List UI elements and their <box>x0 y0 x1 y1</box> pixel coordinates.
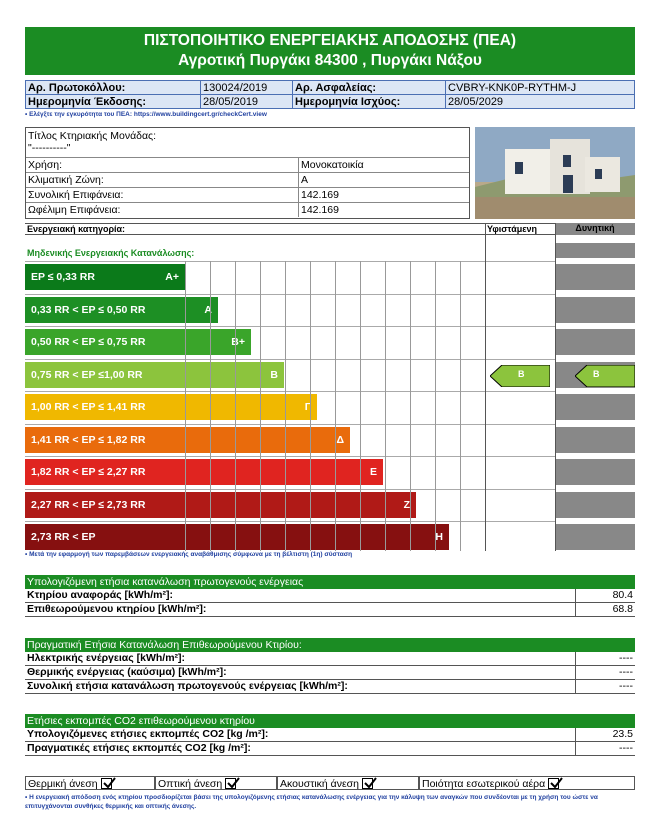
validity-date-value: 28/05/2029 <box>446 95 635 109</box>
potential-column-cell <box>555 524 635 550</box>
scale-grid-line <box>335 261 336 551</box>
useful-area-label: Ωφέλιμη Επιφάνεια: <box>28 204 121 216</box>
scale-grid-line <box>460 261 461 551</box>
energy-class-letter: Α <box>204 303 212 316</box>
thermal-comfort-label: Θερμική άνεση <box>28 778 98 790</box>
validity-date-label: Ημερομηνία Ισχύος: <box>293 95 446 109</box>
scale-row-border <box>25 521 555 553</box>
protocol-value: 130024/2019 <box>201 81 293 95</box>
scale-grid-line <box>310 261 311 551</box>
scale-row-border <box>25 294 555 326</box>
scale-grid-line <box>385 261 386 551</box>
certificate-header <box>25 27 635 75</box>
nzeb-label: Μηδενικής Ενεργειακής Κατανάλωσης: <box>27 248 195 258</box>
energy-class-letter: Ε <box>369 466 377 478</box>
scale-column-divider <box>485 223 486 551</box>
potential-column-cell <box>555 329 635 355</box>
security-value: CVBRY-KNK0P-RYTHM-J <box>446 81 635 95</box>
energy-scale <box>25 223 635 550</box>
footnote: • Η ενεργειακή απόδοση ενός κτηρίου προσδιορίζεται βάσει της υπολογιζόμενης ετήσιας κατανάλωσης ενέργειας για την κάλυψη των αναγκών που συνδέονται με τη χρήση του ώστε να επιτυγχάνονται συνθήκες θερμικής και οπτικής άνεσης. <box>25 794 598 810</box>
total-area-value: 142.169 <box>298 188 339 202</box>
issue-date-value: 28/05/2019 <box>201 95 293 109</box>
unit-title-value: "----------" <box>28 142 71 154</box>
inspected-building-label: Επιθεωρούμενου κτηρίου [kWh/m²]: <box>27 603 207 615</box>
thermal-comfort <box>25 776 155 790</box>
potential-column-cell <box>555 492 635 518</box>
visual-comfort <box>155 776 277 790</box>
energy-class-range: EP ≤ 0,33 RR <box>31 271 95 283</box>
co2-calculated-label: Υπολογιζόμενες ετήσιες εκπομπές CO2 [kg /m²]: <box>27 728 269 740</box>
energy-class-range: 1,82 RR < EP ≤ 2,27 RR <box>31 466 146 478</box>
potential-label: Δυνητική <box>555 223 635 235</box>
building-photo <box>475 127 635 219</box>
co2-calculated-value: 23.5 <box>575 728 635 741</box>
reference-building-label: Κτηρίου αναφοράς [kWh/m²]: <box>27 589 173 601</box>
scale-row-border <box>25 391 555 423</box>
energy-class-letter: Γ <box>304 401 311 413</box>
scale-row-border <box>25 359 555 391</box>
energy-class-range: 0,75 RR < EP ≤1,00 RR <box>31 368 143 381</box>
co2-real-value: ---- <box>575 742 635 755</box>
climate-zone-label: Κλιματική Ζώνη: <box>28 174 104 186</box>
scale-grid-line <box>285 261 286 551</box>
use-label: Χρήση: <box>28 159 63 171</box>
thermal-comfort-checkbox-icon <box>101 778 112 789</box>
actual-consumption-heading: Πραγματική Ετήσια Κατανάλωση Επιθεωρούμενου Κτιρίου: <box>25 638 635 652</box>
potential-column-cell <box>555 459 635 485</box>
scale-grid-line <box>185 261 186 551</box>
scale-row-border <box>25 424 555 456</box>
scale-grid-line <box>410 261 411 551</box>
scale-column-divider <box>555 223 556 551</box>
potential-column-cell <box>555 264 635 290</box>
energy-class-range: 0,33 RR < EP ≤ 0,50 RR <box>31 303 146 316</box>
unit-title-label: Τίτλος Κτηριακής Μονάδας: <box>28 130 157 142</box>
security-label: Αρ. Ασφαλείας: <box>293 81 446 95</box>
acoustic-comfort-label: Ακουστική άνεση <box>280 778 359 790</box>
energy-class-letter: Δ <box>336 433 344 446</box>
primary-energy-section <box>25 575 635 617</box>
energy-class-range: 0,50 RR < EP ≤ 0,75 RR <box>31 336 146 348</box>
energy-class-range: 2,27 RR < EP ≤ 2,73 RR <box>31 498 146 511</box>
useful-area-value: 142.169 <box>298 203 339 217</box>
category-label: Ενεργειακή κατηγορία: <box>27 224 126 234</box>
energy-class-range: 1,41 RR < EP ≤ 1,82 RR <box>31 433 146 446</box>
potential-class-value: Β <box>593 369 600 379</box>
scale-row-border <box>25 456 555 488</box>
inspected-building-value: 68.8 <box>575 603 635 616</box>
energy-class-letter: Β <box>270 368 278 381</box>
potential-class-marker <box>575 365 635 387</box>
scale-grid-line <box>260 261 261 551</box>
total-primary-label: Συνολική ετήσια κατανάλωση πρωτογενούς ενέργειας [kWh/m²]: <box>27 680 348 692</box>
scale-row-border <box>25 489 555 521</box>
issue-date-label: Ημερομηνία Έκδοσης: <box>26 95 201 109</box>
potential-column-cell <box>555 394 635 420</box>
existing-class-marker <box>490 365 550 387</box>
unit-details <box>25 127 470 219</box>
acoustic-comfort-checkbox-icon <box>362 778 373 789</box>
energy-class-letter: Β+ <box>231 336 245 348</box>
electric-energy-value: ---- <box>575 652 635 665</box>
energy-class-letter: Η <box>435 531 443 543</box>
validity-check-note: • Ελέγξτε την εγκυρότητα του ΠΕΑ: https://www.buildingcert.gr/checkCert.view <box>25 111 267 118</box>
air-quality-label: Ποιότητα εσωτερικού αέρα <box>422 778 546 790</box>
scale-grid-line <box>235 261 236 551</box>
scale-row-border <box>25 261 555 293</box>
scale-grid-line <box>210 261 211 551</box>
primary-energy-heading: Υπολογιζόμενη ετήσια κατανάλωση πρωτογενούς ενέργειας <box>25 575 635 589</box>
total-area-label: Συνολική Επιφάνεια: <box>28 189 124 201</box>
scale-grid-line <box>435 261 436 551</box>
visual-comfort-checkbox-icon <box>225 778 236 789</box>
thermal-energy-label: Θερμικής ενέργειας (καύσιμα) [kWh/m²]: <box>27 666 227 678</box>
use-value: Μονοκατοικία <box>298 158 364 172</box>
protocol-label: Αρ. Πρωτοκόλλου: <box>26 81 201 95</box>
energy-class-range: 2,73 RR < EP <box>31 531 96 543</box>
certificate-title: ΠΙΣΤΟΠΟΙΗΤΙΚΟ ΕΝΕΡΓΕΙΑΚΗΣ ΑΠΟΔΟΣΗΣ (ΠΕΑ) <box>143 32 517 49</box>
acoustic-comfort <box>277 776 419 790</box>
potential-column-header-cell <box>555 243 635 258</box>
climate-zone-value: Α <box>298 173 308 187</box>
co2-section <box>25 714 635 756</box>
energy-class-letter: Α+ <box>165 271 179 283</box>
existing-class-value: Β <box>518 369 525 379</box>
potential-column-cell <box>555 427 635 453</box>
air-quality <box>419 776 635 790</box>
co2-heading: Ετήσιες εκπομπές CO2 επιθεωρούμενου κτηρίου <box>25 714 635 728</box>
energy-class-letter: Ζ <box>403 498 410 511</box>
air-quality-checkbox-icon <box>548 778 559 789</box>
actual-consumption-section <box>25 638 635 694</box>
upgrade-note: • Μετά την εφαρμογή των παρεμβάσεων ενεργειακής αναβάθμισης σύμφωνα με τη βέλτιστη (1η) σύσταση <box>25 551 353 558</box>
co2-real-label: Πραγματικές ετήσιες εκπομπές CO2 [kg /m²]: <box>27 742 251 754</box>
electric-energy-label: Ηλεκτρικής ενέργειας [kWh/m²]: <box>27 652 186 664</box>
certificate-info-table <box>25 80 635 109</box>
existing-label: Υφιστάμενη <box>487 224 538 234</box>
scale-grid-line <box>360 261 361 551</box>
energy-class-range: 1,00 RR < EP ≤ 1,41 RR <box>31 401 146 413</box>
thermal-energy-value: ---- <box>575 666 635 679</box>
visual-comfort-label: Οπτική άνεση <box>158 778 223 790</box>
scale-row-border <box>25 326 555 358</box>
potential-column-cell <box>555 297 635 323</box>
total-primary-value: ---- <box>575 680 635 693</box>
reference-building-value: 80.4 <box>575 589 635 602</box>
property-address: Αγροτική Πυργάκι 84300 , Πυργάκι Νάξου <box>178 52 482 69</box>
